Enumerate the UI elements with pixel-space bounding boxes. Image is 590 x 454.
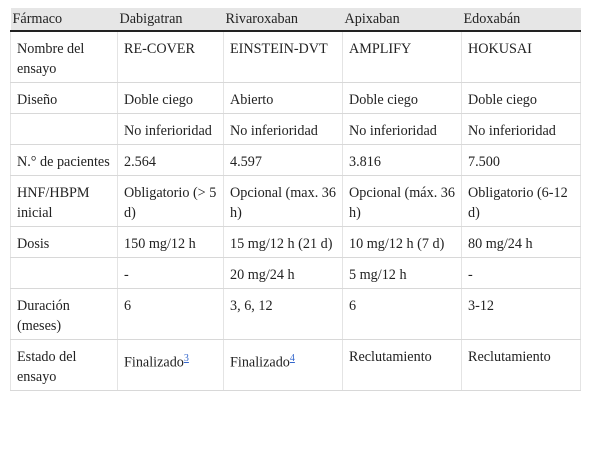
table-cell: HOKUSAI — [462, 31, 581, 83]
row-trial-status — [11, 340, 581, 391]
table-cell: 15 mg/12 h (21 d) — [224, 227, 343, 258]
row-label: Duración (meses) — [11, 289, 118, 340]
reference-link-4[interactable]: 4 — [289, 353, 295, 364]
row-label: Estado del ensayo — [11, 340, 118, 391]
table-cell: 5 mg/12 h — [343, 258, 462, 289]
table-cell-with-ref — [224, 340, 343, 391]
header-farmaco: Fármaco — [11, 8, 118, 31]
table-cell: Opcional (máx. 36 h) — [343, 176, 462, 227]
table-cell: 20 mg/24 h — [224, 258, 343, 289]
row-label: Nombre del ensayo — [11, 31, 118, 83]
row-label: Dosis — [11, 227, 118, 258]
table-cell: 6 — [118, 289, 224, 340]
status-text: Finalizado — [124, 354, 184, 371]
table-cell: Abierto — [224, 83, 343, 114]
comparison-table-container — [10, 8, 580, 391]
row-design-type — [11, 114, 581, 145]
row-design — [11, 83, 581, 114]
table-cell: 6 — [343, 289, 462, 340]
reference-superscript — [290, 350, 295, 364]
table-cell: Reclutamiento — [343, 340, 462, 391]
header-edoxaban: Edoxabán — [462, 8, 581, 31]
table-cell: Doble ciego — [343, 83, 462, 114]
table-cell: 80 mg/24 h — [462, 227, 581, 258]
table-header-row — [11, 8, 581, 31]
table-cell: No inferioridad — [462, 114, 581, 145]
row-patients — [11, 145, 581, 176]
table-cell: No inferioridad — [118, 114, 224, 145]
table-cell: 3-12 — [462, 289, 581, 340]
table-cell: 4.597 — [224, 145, 343, 176]
row-label — [11, 114, 118, 145]
table-cell: No inferioridad — [343, 114, 462, 145]
table-cell: Obligatorio (6-12 d) — [462, 176, 581, 227]
table-cell: Opcional (max. 36 h) — [224, 176, 343, 227]
table-cell: - — [118, 258, 224, 289]
table-cell: 7.500 — [462, 145, 581, 176]
table-cell: 3.816 — [343, 145, 462, 176]
table-cell: Obligatorio (> 5 d) — [118, 176, 224, 227]
table-cell: RE-COVER — [118, 31, 224, 83]
table-cell: 3, 6, 12 — [224, 289, 343, 340]
row-label: HNF/HBPM inicial — [11, 176, 118, 227]
table-cell: AMPLIFY — [343, 31, 462, 83]
anticoagulant-trials-table — [10, 8, 581, 391]
table-cell: Doble ciego — [118, 83, 224, 114]
row-initial-heparin — [11, 176, 581, 227]
reference-link-3[interactable]: 3 — [183, 353, 189, 364]
table-cell-with-ref — [118, 340, 224, 391]
table-cell: - — [462, 258, 581, 289]
row-trial-name — [11, 31, 581, 83]
table-cell: 150 mg/12 h — [118, 227, 224, 258]
row-label: Diseño — [11, 83, 118, 114]
row-label: N.° de pacientes — [11, 145, 118, 176]
table-cell: Reclutamiento — [462, 340, 581, 391]
header-dabigatran: Dabigatran — [118, 8, 224, 31]
header-apixaban: Apixaban — [343, 8, 462, 31]
table-cell: Doble ciego — [462, 83, 581, 114]
table-cell: EINSTEIN-DVT — [224, 31, 343, 83]
row-dose — [11, 227, 581, 258]
reference-superscript — [184, 350, 189, 364]
table-cell: 2.564 — [118, 145, 224, 176]
table-cell: No inferioridad — [224, 114, 343, 145]
row-label — [11, 258, 118, 289]
row-dose-maintenance — [11, 258, 581, 289]
status-text: Finalizado — [230, 354, 290, 371]
table-cell: 10 mg/12 h (7 d) — [343, 227, 462, 258]
header-rivaroxaban: Rivaroxaban — [224, 8, 343, 31]
row-duration — [11, 289, 581, 340]
